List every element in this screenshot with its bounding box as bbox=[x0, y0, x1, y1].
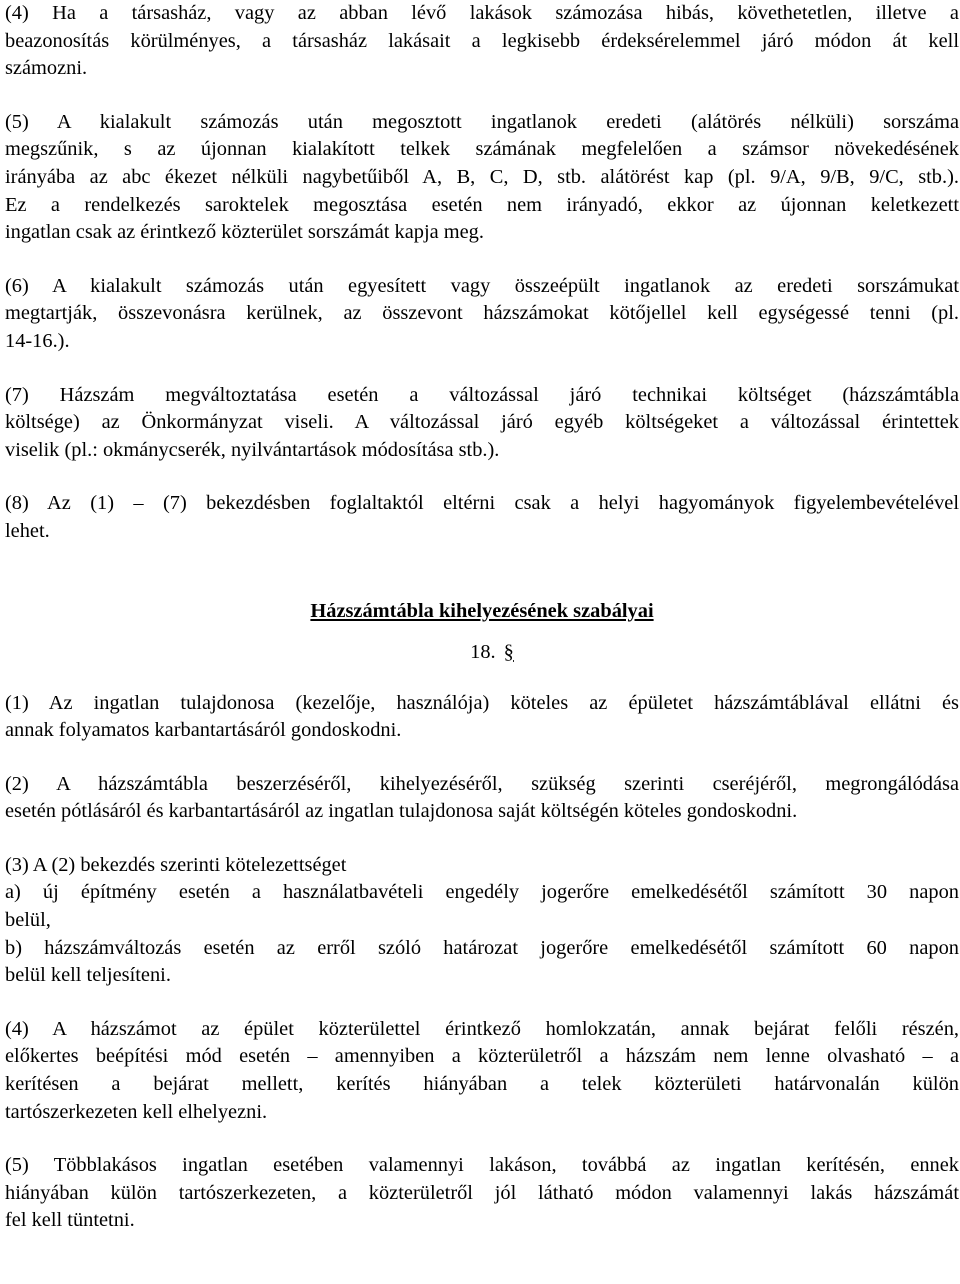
text-line: belül, bbox=[5, 909, 51, 932]
text-line: költsége) az Önkormányzat viseli. A változással járó egyéb költségeket a változással érintettek bbox=[5, 411, 959, 434]
text-line: tartószerkezeten kell elhelyezni. bbox=[5, 1100, 268, 1123]
section-paragraph-5 bbox=[5, 1152, 959, 1235]
text-line: (6) A kialakult számozás után egyesített vagy összeépült ingatlanok az eredeti sorszámukat bbox=[5, 274, 959, 297]
text-line: annak folyamatos karbantartásáról gondoskodni. bbox=[5, 719, 402, 742]
text-line: (2) A házszámtábla beszerzéséről, kihelyezéséről, szükség szerinti cseréjéről, megrongálódása bbox=[5, 772, 959, 795]
text-line: beazonosítás körülményes, a társasház lakásait a legkisebb érdeksérelemmel járó módon át kell bbox=[5, 29, 959, 52]
section-paragraph-4 bbox=[5, 1016, 959, 1126]
text-line: előkertes beépítési mód esetén – amennyiben a közterületről a házszám nem lenne olvasható – a bbox=[5, 1045, 959, 1068]
text-line: (4) A házszámot az épület közterülettel érintkező homlokzatán, annak bejárat felőli részén, bbox=[5, 1017, 959, 1040]
text-line: (3) A (2) bekezdés szerinti kötelezettséget bbox=[5, 853, 347, 876]
text-line: a) új építmény esetén a használatbavételi engedély jogerőre emelkedésétől számított 30 napon bbox=[5, 881, 959, 904]
text-line: irányába az abc ékezet nélküli nagybetűiből A, B, C, D, stb. alátörést kap (pl. 9/A, 9/B, 9/C, stb.). bbox=[5, 165, 959, 188]
text-line: 14-16.). bbox=[5, 329, 70, 352]
text-line: esetén pótlásáról és karbantartásáról az ingatlan tulajdonosa saját költségén köteles gondoskodni. bbox=[5, 800, 798, 823]
text-line: (7) Házszám megváltoztatása esetén a változással járó technikai költséget (házszámtábla bbox=[5, 383, 959, 406]
text-line: ingatlan csak az érintkező közterület sorszámát kapja meg. bbox=[5, 221, 484, 244]
text-line: (5) A kialakult számozás után megosztott ingatlanok eredeti (alátörés nélküli) sorszáma bbox=[5, 110, 959, 133]
text-line: (5) Többlakásos ingatlan esetében valamennyi lakáson, továbbá az ingatlan kerítésén, ennek bbox=[5, 1154, 959, 1177]
paragraph-4 bbox=[5, 0, 959, 83]
text-line: hiányában külön tartószerkezeten, a közterületről jól látható módon valamennyi lakás házszámát bbox=[5, 1181, 959, 1204]
text-line: lehet. bbox=[5, 519, 50, 542]
text-line: (1) Az ingatlan tulajdonosa (kezelője, használója) köteles az épületet házszámtáblával ellátni és bbox=[5, 691, 959, 714]
text-line: megszűnik, s az újonnan kialakított telkek számának megfelelően a számsor növekedésének bbox=[5, 138, 959, 161]
text-line: megtartják, összevonásra kerülnek, az összevont házszámokat kötőjellel kell egységessé tenni (pl. bbox=[5, 302, 959, 325]
text-line: Ez a rendelkezés saroktelek megosztása esetén nem irányadó, ekkor az újonnan keletkezett bbox=[5, 193, 959, 216]
section-sign-icon: § bbox=[503, 640, 514, 663]
section-paragraph-1 bbox=[5, 690, 959, 745]
text-line: viselik (pl.: okmánycserék, nyilvántartások módosítása stb.). bbox=[5, 438, 500, 461]
section-paragraph-3 bbox=[5, 852, 959, 990]
paragraph-7 bbox=[5, 382, 959, 465]
paragraph-8 bbox=[5, 490, 959, 545]
section-paragraph-2 bbox=[5, 771, 959, 826]
text-line: (4) Ha a társasház, vagy az abban lévő lakások számozása hibás, követhetetlen, illetve a bbox=[5, 2, 959, 24]
document-page bbox=[5, 0, 959, 1235]
text-line: belül kell teljesíteni. bbox=[5, 964, 171, 987]
text-line: (8) Az (1) – (7) bekezdésben foglaltaktól eltérni csak a helyi hagyományok figyelembevételével bbox=[5, 492, 959, 515]
paragraph-6 bbox=[5, 273, 959, 356]
section-heading: Házszámtábla kihelyezésének szabályai bbox=[310, 599, 654, 622]
text-line: kerítésen a bejárat mellett, kerítés hiányában a telek közterületi határvonalán külön bbox=[5, 1073, 959, 1096]
section-number-value: 18. bbox=[470, 640, 496, 663]
paragraph-5 bbox=[5, 109, 959, 247]
text-line: fel kell tüntetni. bbox=[5, 1209, 135, 1232]
text-line: b) házszámváltozás esetén az erről szóló határozat jogerőre emelkedésétől számított 60 napon bbox=[5, 936, 959, 959]
section-number bbox=[5, 638, 959, 666]
text-line: számozni. bbox=[5, 57, 88, 80]
